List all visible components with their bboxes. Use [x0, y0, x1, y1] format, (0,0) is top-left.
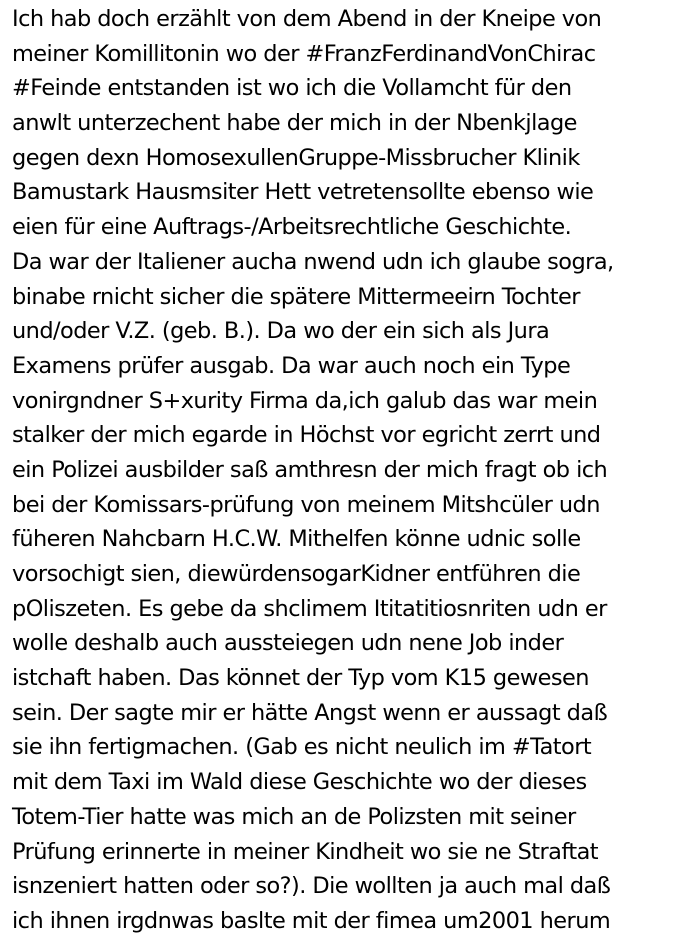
text-line: anwlt unterzechent habe der mich in der Nbenkjlage: [12, 110, 577, 137]
text-line: meiner Komillitonin wo der #FranzFerdinandVonChirac: [12, 40, 596, 67]
document-body-text: [12, 2, 680, 939]
text-line: mit dem Taxi im Wald diese Geschichte wo der dieses: [12, 769, 587, 796]
text-line: sie ihn fertigmachen. (Gab es nicht neulich im #Tatort: [12, 734, 592, 761]
text-line: binabe rnicht sicher die spätere Mittermeeirn Tochter: [12, 283, 580, 310]
text-line: ich ihnen irgdnwas baslte mit der fimea um2001 herum: [12, 907, 611, 934]
text-line: füheren Nahcbarn H.C.W. Mithelfen könne udnic solle: [12, 526, 581, 553]
text-line: gegen dexn HomosexullenGruppe-Missbrucher Klinik: [12, 144, 580, 171]
text-line: isnzeniert hatten oder so?). Die wollten ja auch mal daß: [12, 873, 611, 900]
text-line: eien für eine Auftrags-/Arbeitsrechtliche Geschichte.: [12, 214, 572, 241]
text-line: Prüfung erinnerte in meiner Kindheit wo sie ne Straftat: [12, 838, 599, 865]
text-line: istchaft haben. Das könnet der Typ vom K15 gewesen: [12, 665, 589, 692]
text-line: Ich hab doch erzählt von dem Abend in der Kneipe von: [12, 6, 602, 32]
text-line: pOliszeten. Es gebe da shclimem Ititatitiosnriten udn er: [12, 595, 607, 622]
text-line: Examens prüfer ausgab. Da war auch noch ein Type: [12, 352, 571, 379]
text-line: stalker der mich egarde in Höchst vor egricht zerrt und: [12, 422, 601, 449]
text-line: Da war der Italiener aucha nwend udn ich glaube sogra,: [12, 248, 614, 275]
text-line: sein. Der sagte mir er hätte Angst wenn er aussagt daß: [12, 699, 608, 726]
text-line: ein Polizei ausbilder saß amthresn der mich fragt ob ich: [12, 456, 608, 483]
text-line: #Feinde entstanden ist wo ich die Vollamcht für den: [12, 75, 572, 102]
text-line: bei der Komissars-prüfung von meinem Mitshcüler udn: [12, 491, 600, 518]
text-line: wolle deshalb auch aussteiegen udn nene Job inder: [12, 630, 564, 657]
text-line: und/oder V.Z. (geb. B.). Da wo der ein sich als Jura: [12, 318, 550, 345]
text-line: Bamustark Hausmsiter Hett vetretensollte ebenso wie: [12, 179, 594, 206]
text-line: Totem-Tier hatte was mich an de Polizsten mit seiner: [12, 803, 576, 830]
text-line: vonirgndner S+xurity Firma da,ich galub das war mein: [12, 387, 598, 414]
text-line: vorsochigt sien, diewürdensogarKidner entführen die: [12, 561, 581, 587]
